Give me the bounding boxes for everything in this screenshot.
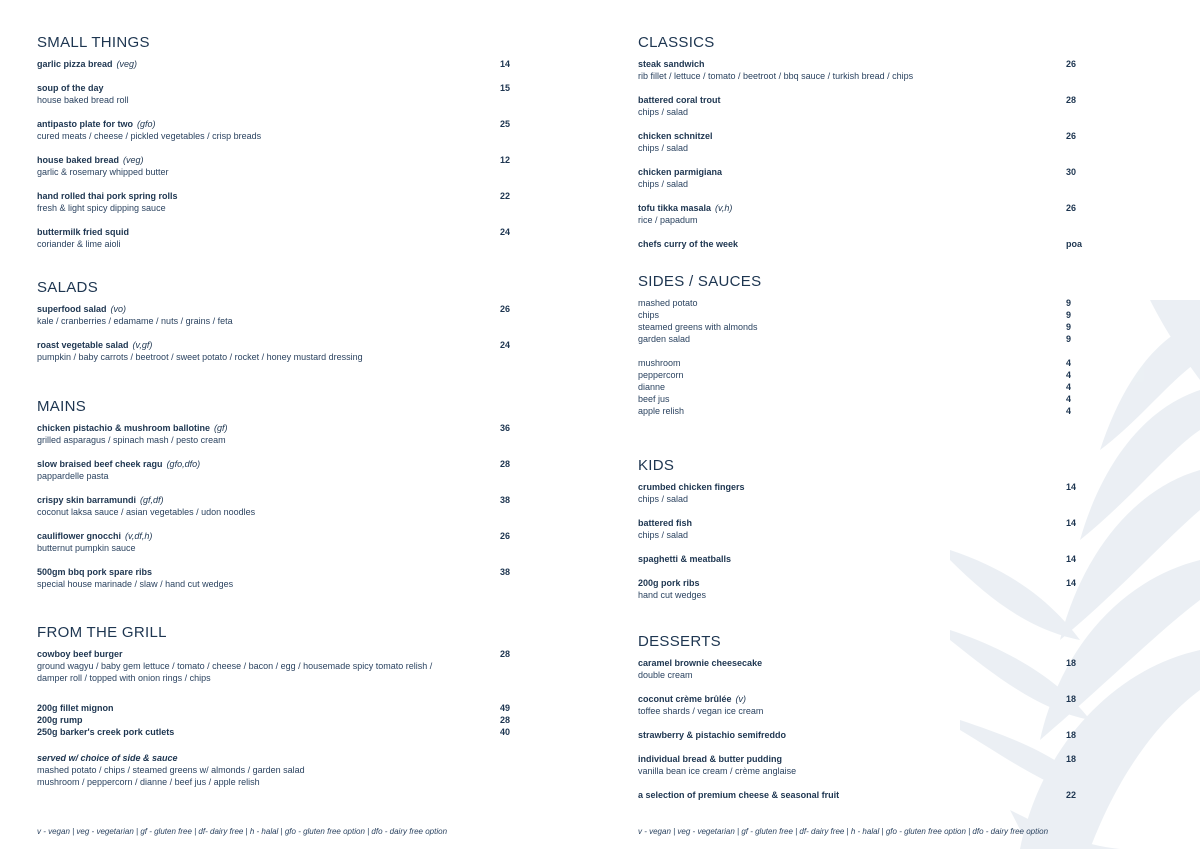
item-description: coriander & lime aioli bbox=[37, 239, 121, 249]
item-price: 26 bbox=[1066, 59, 1077, 69]
item-price: 26 bbox=[500, 531, 511, 541]
dietary-tag: (veg) bbox=[116, 59, 138, 69]
menu-item bbox=[638, 202, 1088, 226]
item-price: 28 bbox=[500, 715, 511, 725]
item-list bbox=[37, 303, 517, 363]
item-price: 4 bbox=[1066, 382, 1072, 392]
item-description: toffee shards / vegan ice cream bbox=[638, 706, 764, 716]
section-title: SALADS bbox=[37, 279, 98, 296]
menu-item bbox=[638, 657, 1088, 681]
item-price: 30 bbox=[1066, 167, 1077, 177]
item-name bbox=[37, 118, 517, 130]
item-name: peppercorn bbox=[638, 370, 684, 380]
item-name: mashed potato bbox=[638, 298, 698, 308]
item-description: pappardelle pasta bbox=[37, 471, 109, 481]
menu-item bbox=[37, 566, 517, 590]
item-name-text: spaghetti & meatballs bbox=[638, 554, 732, 564]
list-item bbox=[638, 357, 1088, 369]
section-title: SIDES / SAUCES bbox=[638, 273, 762, 290]
item-description: special house marinade / slaw / hand cut wedges bbox=[37, 579, 234, 589]
item-name bbox=[638, 481, 1088, 493]
dietary-tag: (v,h) bbox=[715, 203, 733, 213]
list-item bbox=[638, 309, 1088, 321]
menu-item bbox=[37, 118, 517, 142]
item-name bbox=[638, 753, 1088, 765]
item-price: 14 bbox=[1066, 518, 1077, 528]
item-price: 26 bbox=[500, 304, 511, 314]
item-name bbox=[37, 339, 517, 351]
menu-item bbox=[638, 481, 1088, 505]
item-name bbox=[37, 422, 517, 434]
item-price: 4 bbox=[1066, 406, 1072, 416]
item-name bbox=[638, 202, 1088, 214]
item-description: chips / salad bbox=[638, 494, 689, 504]
section-title: FROM THE GRILL bbox=[37, 624, 167, 641]
item-description: rice / papadum bbox=[638, 215, 698, 225]
item-price: 25 bbox=[500, 119, 511, 129]
item-name bbox=[638, 577, 1088, 589]
menu-item bbox=[37, 339, 517, 363]
item-price: 4 bbox=[1066, 394, 1072, 404]
item-list bbox=[638, 481, 1088, 601]
section-title: SMALL THINGS bbox=[37, 34, 150, 51]
dietary-tag: (gf) bbox=[214, 423, 228, 433]
item-description: rib fillet / lettuce / tomato / beetroot / bbq sauce / turkish bread / chips bbox=[638, 71, 914, 81]
item-name bbox=[37, 303, 517, 315]
item-description: chips / salad bbox=[638, 179, 689, 189]
item-name bbox=[37, 494, 517, 506]
item-price: 26 bbox=[1066, 131, 1077, 141]
item-name-text: tofu tikka masala bbox=[638, 203, 712, 213]
item-name bbox=[638, 657, 1088, 669]
sides-list bbox=[638, 297, 1088, 345]
item-price: 14 bbox=[1066, 482, 1077, 492]
section-title: KIDS bbox=[638, 457, 675, 474]
list-item bbox=[37, 726, 517, 738]
item-list bbox=[638, 657, 1088, 801]
menu-item bbox=[37, 58, 517, 70]
dietary-tag: (gf,df) bbox=[140, 495, 164, 505]
item-name: 250g barker's creek pork cutlets bbox=[37, 727, 175, 737]
item-price: 38 bbox=[500, 495, 511, 505]
item-description: cured meats / cheese / pickled vegetables / crisp breads bbox=[37, 131, 262, 141]
item-name: garden salad bbox=[638, 334, 691, 344]
menu-item bbox=[638, 789, 1088, 801]
item-name-text: 200g pork ribs bbox=[638, 578, 700, 588]
dietary-legend: v - vegan | veg - vegetarian | gf - gluten free | df- dairy free | h - halal | gfo - gluten free option | dfo - dairy free option bbox=[37, 827, 448, 836]
item-name: steamed greens with almonds bbox=[638, 322, 758, 332]
item-price: 40 bbox=[500, 727, 511, 737]
dietary-tag: (gfo,dfo) bbox=[166, 459, 201, 469]
menu-item bbox=[37, 422, 517, 446]
item-name-text: 500gm bbq pork spare ribs bbox=[37, 567, 153, 577]
item-description: fresh & light spicy dipping sauce bbox=[37, 203, 166, 213]
item-price: 28 bbox=[500, 649, 511, 659]
menu-item bbox=[638, 166, 1088, 190]
item-name: apple relish bbox=[638, 406, 685, 416]
section-mains bbox=[37, 398, 517, 602]
item-price: 15 bbox=[500, 83, 511, 93]
item-list bbox=[37, 422, 517, 590]
item-name-text: superfood salad bbox=[37, 304, 107, 314]
item-list bbox=[638, 58, 1088, 250]
menu-item bbox=[638, 130, 1088, 154]
item-name bbox=[37, 226, 517, 238]
item-price: 9 bbox=[1066, 298, 1072, 308]
menu-item bbox=[37, 530, 517, 554]
menu-item bbox=[638, 753, 1088, 777]
item-price: 14 bbox=[1066, 554, 1077, 564]
list-item bbox=[638, 321, 1088, 333]
dietary-legend: v - vegan | veg - vegetarian | gf - gluten free | df- dairy free | h - halal | gfo - gluten free option | dfo - dairy free option bbox=[638, 827, 1049, 836]
dietary-tag: (v) bbox=[735, 694, 747, 704]
list-item bbox=[37, 714, 517, 726]
item-price: 4 bbox=[1066, 370, 1072, 380]
item-name-text: battered coral trout bbox=[638, 95, 721, 105]
list-item bbox=[638, 297, 1088, 309]
item-price: 18 bbox=[1066, 694, 1077, 704]
item-name-text: garlic pizza bread bbox=[37, 59, 113, 69]
item-name-text: a selection of premium cheese & seasonal fruit bbox=[638, 790, 840, 800]
item-price: 18 bbox=[1066, 754, 1077, 764]
item-price: 18 bbox=[1066, 658, 1077, 668]
item-name bbox=[37, 566, 517, 578]
item-price: 14 bbox=[1066, 578, 1077, 588]
menu-item bbox=[638, 577, 1088, 601]
item-name bbox=[37, 530, 517, 542]
item-name-text: crumbed chicken fingers bbox=[638, 482, 745, 492]
item-name: cowboy beef burger bbox=[37, 649, 123, 659]
item-name-text: chicken pistachio & mushroom ballotine bbox=[37, 423, 211, 433]
item-price: 9 bbox=[1066, 334, 1072, 344]
list-item bbox=[638, 381, 1088, 393]
item-price: 38 bbox=[500, 567, 511, 577]
menu-item bbox=[638, 238, 1088, 250]
item-list bbox=[37, 648, 517, 788]
item-name bbox=[37, 58, 517, 70]
item-name bbox=[37, 190, 517, 202]
item-name bbox=[638, 789, 1088, 801]
item-description: garlic & rosemary whipped butter bbox=[37, 167, 169, 177]
item-name-text: crispy skin barramundi bbox=[37, 495, 137, 505]
item-name-text: house baked bread bbox=[37, 155, 120, 165]
item-name bbox=[638, 58, 1088, 70]
item-name-text: caramel brownie cheesecake bbox=[638, 658, 763, 668]
menu-item bbox=[638, 553, 1088, 565]
item-name bbox=[37, 154, 517, 166]
item-description: coconut laksa sauce / asian vegetables / udon noodles bbox=[37, 507, 256, 517]
list-item bbox=[638, 369, 1088, 381]
item-price: 36 bbox=[500, 423, 511, 433]
served-with-title: served w/ choice of side & sauce bbox=[37, 753, 178, 763]
item-name-text: chicken schnitzel bbox=[638, 131, 713, 141]
item-description: chips / salad bbox=[638, 107, 689, 117]
menu-item bbox=[638, 517, 1088, 541]
section-small-things bbox=[37, 34, 517, 262]
section-sides-sauces bbox=[638, 273, 1088, 417]
menu-item bbox=[37, 82, 517, 106]
item-name bbox=[638, 94, 1088, 106]
section-desserts bbox=[638, 633, 1088, 813]
item-name-text: cauliflower gnocchi bbox=[37, 531, 122, 541]
item-name: dianne bbox=[638, 382, 666, 392]
item-description: double cream bbox=[638, 670, 693, 680]
dietary-tag: (veg) bbox=[123, 155, 144, 165]
item-description: vanilla bean ice cream / crème anglaise bbox=[638, 766, 797, 776]
item-description: hand cut wedges bbox=[638, 590, 707, 600]
list-item bbox=[37, 702, 517, 714]
section-classics bbox=[638, 34, 1088, 262]
item-description: grilled asparagus / spinach mash / pesto cream bbox=[37, 435, 226, 445]
item-price: poa bbox=[1066, 239, 1083, 249]
item-name: chips bbox=[638, 310, 660, 320]
item-name: 200g rump bbox=[37, 715, 83, 725]
item-name-text: strawberry & pistachio semifreddo bbox=[638, 730, 787, 740]
item-description: kale / cranberries / edamame / nuts / grains / feta bbox=[37, 316, 233, 326]
dietary-tag: (gfo) bbox=[137, 119, 156, 129]
menu-item bbox=[37, 226, 517, 250]
section-kids bbox=[638, 457, 1088, 613]
item-name bbox=[37, 458, 517, 470]
item-name: 200g fillet mignon bbox=[37, 703, 114, 713]
item-name-text: coconut crème brûlée bbox=[638, 694, 732, 704]
menu-item bbox=[638, 58, 1088, 82]
item-description: chips / salad bbox=[638, 530, 689, 540]
steak-list bbox=[37, 702, 517, 738]
item-name bbox=[638, 517, 1088, 529]
item-description: ground wagyu / baby gem lettuce / tomato / cheese / bacon / egg / housemade spicy tomato relish / bbox=[37, 661, 433, 671]
item-price: 18 bbox=[1066, 730, 1077, 740]
item-name-text: chicken parmigiana bbox=[638, 167, 723, 177]
menu-item bbox=[37, 494, 517, 518]
item-name bbox=[638, 553, 1088, 565]
item-price: 24 bbox=[500, 227, 511, 237]
menu-item bbox=[37, 190, 517, 214]
item-price: 9 bbox=[1066, 322, 1072, 332]
item-name: mushroom bbox=[638, 358, 681, 368]
item-price: 28 bbox=[500, 459, 511, 469]
item-name bbox=[638, 693, 1088, 705]
item-price: 49 bbox=[500, 703, 511, 713]
list-item bbox=[638, 405, 1088, 417]
item-name-text: individual bread & butter pudding bbox=[638, 754, 782, 764]
menu-item bbox=[37, 648, 517, 684]
item-name-text: antipasto plate for two bbox=[37, 119, 134, 129]
item-price: 22 bbox=[1066, 790, 1077, 800]
section-salads bbox=[37, 279, 517, 375]
item-description: house baked bread roll bbox=[37, 95, 129, 105]
item-price: 26 bbox=[1066, 203, 1077, 213]
dietary-tag: (v,df,h) bbox=[125, 531, 153, 541]
item-name-text: chefs curry of the week bbox=[638, 239, 739, 249]
served-with-sides: mashed potato / chips / steamed greens w/ almonds / garden salad bbox=[37, 765, 305, 775]
item-name bbox=[638, 238, 1088, 250]
menu-item bbox=[37, 154, 517, 178]
menu-item bbox=[638, 94, 1088, 118]
item-name-text: buttermilk fried squid bbox=[37, 227, 130, 237]
item-price: 24 bbox=[500, 340, 511, 350]
item-name-text: steak sandwich bbox=[638, 59, 705, 69]
menu-item bbox=[638, 729, 1088, 741]
dietary-tag: (v,gf) bbox=[132, 340, 153, 350]
item-name bbox=[638, 729, 1088, 741]
item-description: pumpkin / baby carrots / beetroot / sweet potato / rocket / honey mustard dressing bbox=[37, 352, 363, 362]
item-price: 28 bbox=[1066, 95, 1077, 105]
menu-item bbox=[37, 458, 517, 482]
item-description: butternut pumpkin sauce bbox=[37, 543, 136, 553]
item-price: 12 bbox=[500, 155, 511, 165]
section-title: DESSERTS bbox=[638, 633, 721, 650]
list-item bbox=[638, 393, 1088, 405]
item-list bbox=[638, 297, 1088, 417]
item-price: 4 bbox=[1066, 358, 1072, 368]
item-price: 9 bbox=[1066, 310, 1072, 320]
item-name-text: roast vegetable salad bbox=[37, 340, 129, 350]
item-name-text: battered fish bbox=[638, 518, 693, 528]
served-with-sauces: mushroom / peppercorn / dianne / beef jus / apple relish bbox=[37, 777, 260, 787]
dietary-tag: (vo) bbox=[110, 304, 127, 314]
item-description: chips / salad bbox=[638, 143, 689, 153]
item-name bbox=[638, 166, 1088, 178]
item-name-text: soup of the day bbox=[37, 83, 104, 93]
item-name-text: slow braised beef cheek ragu bbox=[37, 459, 163, 469]
item-name-text: hand rolled thai pork spring rolls bbox=[37, 191, 178, 201]
item-description: damper roll / topped with onion rings / chips bbox=[37, 673, 211, 683]
item-price: 14 bbox=[500, 59, 511, 69]
section-from-the-grill bbox=[37, 624, 517, 788]
item-list bbox=[37, 58, 517, 250]
section-title: CLASSICS bbox=[638, 34, 715, 51]
item-name bbox=[638, 130, 1088, 142]
list-item bbox=[638, 333, 1088, 345]
item-price: 22 bbox=[500, 191, 511, 201]
section-title: MAINS bbox=[37, 398, 87, 415]
menu-item bbox=[37, 303, 517, 327]
item-name bbox=[37, 82, 517, 94]
item-name: beef jus bbox=[638, 394, 670, 404]
menu-item bbox=[638, 693, 1088, 717]
sauces-list bbox=[638, 357, 1088, 417]
